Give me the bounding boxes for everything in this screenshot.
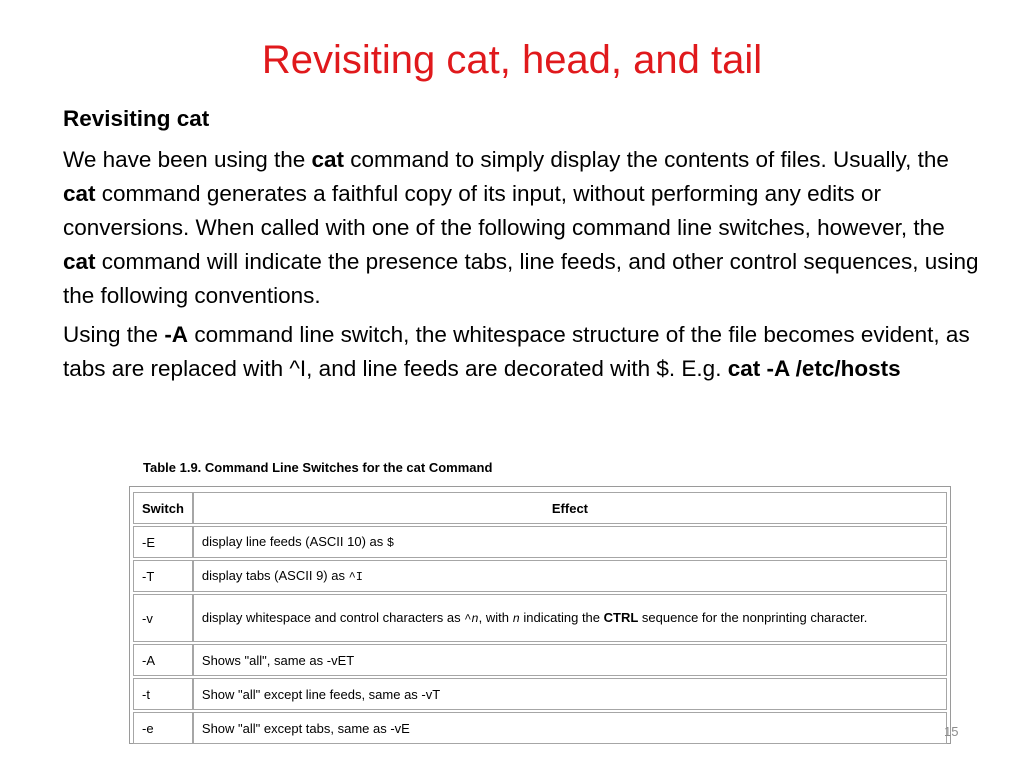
text-run: command will indicate the presence tabs, line feeds, and other control sequences, using the following conventions. [63, 249, 979, 308]
effect-text: , with [478, 609, 513, 625]
table-caption: Table 1.9. Command Line Switches for the cat Command [143, 460, 493, 475]
effect-cell [193, 526, 947, 558]
slide-title: Revisiting cat, head, and tail [261, 38, 763, 82]
text-run: We have been using the [63, 147, 312, 172]
example-command: cat -A /etc/hosts [727, 356, 901, 381]
table-row [133, 560, 947, 592]
effect-cell [193, 560, 947, 592]
effect-code: ^ [464, 611, 472, 626]
table-row [133, 594, 947, 642]
command-cat: cat [63, 181, 96, 206]
effect-code: $ [386, 536, 395, 550]
table-header-row [133, 492, 947, 524]
effect-text: display whitespace and control characters as [201, 609, 465, 625]
text-run: command line switch, the whitespace structure of the file becomes evident, as tabs are replaced with ^I, and line feeds are decorated with $. E.g. [63, 322, 970, 381]
switch-cell: -t [133, 678, 193, 710]
switch-cell: -v [133, 594, 193, 642]
effect-text: display line feeds (ASCII 10) as [201, 534, 387, 549]
table-row [133, 644, 947, 676]
section-heading: Revisiting cat [63, 106, 210, 131]
effect-cell [193, 594, 947, 642]
effect-text: sequence for the nonprinting character. [638, 609, 868, 625]
table-row [133, 678, 947, 710]
text-run: Using the [63, 322, 165, 347]
effect-text: display tabs (ASCII 9) as [201, 568, 349, 583]
effect-cell: Show "all" except line feeds, same as -vT [193, 678, 947, 710]
switch-cell: -e [133, 712, 193, 744]
effect-var: n [512, 611, 520, 626]
switch-a: -A [164, 322, 189, 347]
slide-body [63, 102, 983, 391]
effect-var: n [471, 611, 479, 626]
switch-cell: -T [133, 560, 193, 592]
switch-cell: -E [133, 526, 193, 558]
effect-cell: Shows "all", same as -vET [193, 644, 947, 676]
effect-cell: Show "all" except tabs, same as -vE [193, 712, 947, 744]
text-run: command to simply display the contents of files. Usually, the [344, 147, 949, 172]
paragraph-switch-a [63, 318, 983, 386]
table-row [133, 526, 947, 558]
effect-code: ^I [348, 570, 363, 584]
page-number: 15 [944, 724, 959, 739]
command-cat: cat [63, 249, 96, 274]
table-row [133, 712, 947, 744]
text-run: command generates a faithful copy of its input, without performing any edits or conversions. When called with one of the following command line switches, however, the [63, 181, 945, 240]
effect-text: indicating the [519, 609, 604, 625]
paragraph-intro [63, 143, 983, 313]
effect-bold: CTRL [603, 609, 639, 625]
switch-cell: -A [133, 644, 193, 676]
header-effect: Effect [193, 492, 947, 524]
switches-table [133, 490, 947, 746]
header-switch: Switch [133, 492, 193, 524]
command-cat: cat [311, 147, 345, 172]
switches-table-frame [129, 486, 951, 744]
